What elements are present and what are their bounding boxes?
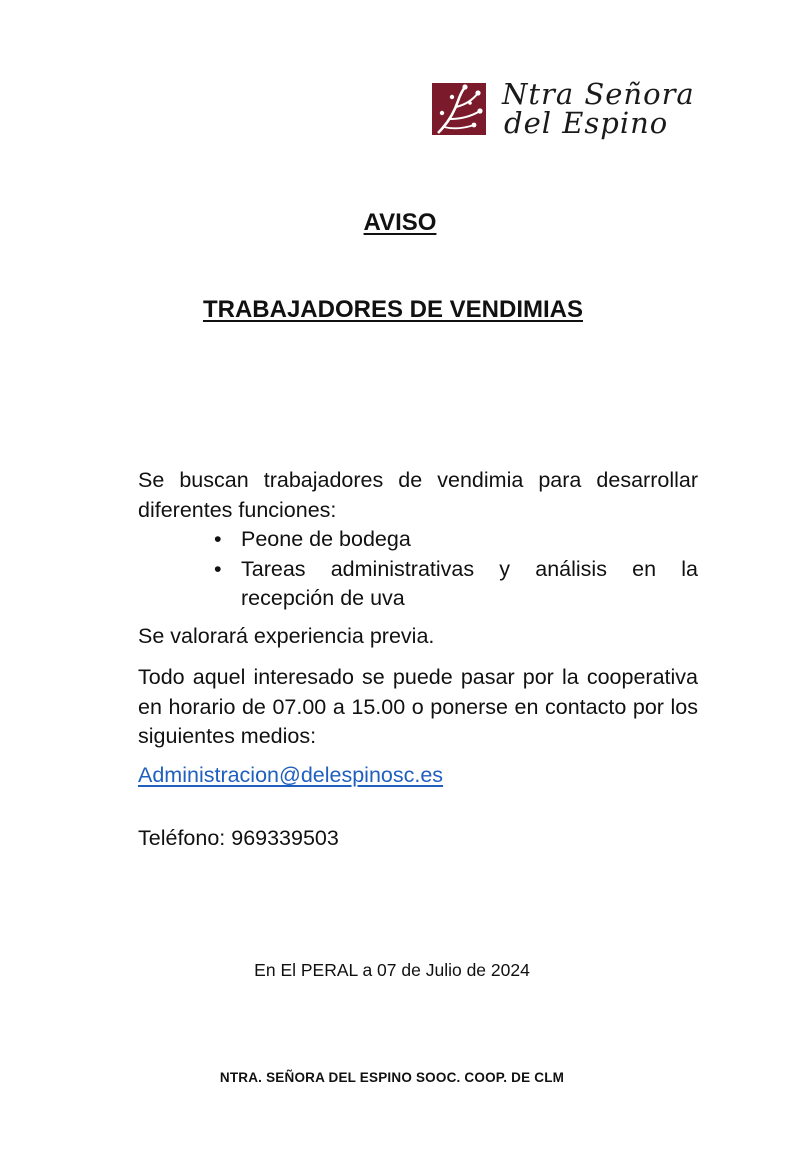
experience-paragraph: Se valorará experiencia previa. (138, 624, 435, 648)
bullet: • (214, 556, 222, 581)
logo-line-1: Ntra Señora (502, 77, 695, 111)
list-item (214, 525, 698, 555)
phone-text: Teléfono: 969339503 (138, 826, 339, 850)
notice-title: AVISO (363, 209, 437, 236)
logo-wordmark (502, 77, 695, 140)
email-link[interactable]: Administracion@delespinosc.es (138, 763, 444, 787)
logo-line-2: del Espino (504, 106, 669, 140)
logo (432, 77, 702, 154)
notice-subtitle: TRABAJADORES DE VENDIMIAS (202, 296, 584, 323)
functions-list (214, 525, 698, 614)
footer-organization: NTRA. SEÑORA DEL ESPINO SOOC. COOP. DE CLM (219, 1070, 565, 1085)
function-label: Peone de bodega (241, 527, 411, 551)
contact-paragraph: Todo aquel interesado se puede pasar por la cooperativa en horario de 07.00 a 15.00 o ponerse en contacto por los siguientes medios: (138, 665, 698, 748)
place-date: En El PERAL a 07 de Julio de 2024 (254, 960, 530, 980)
bullet: • (214, 527, 222, 551)
vine-branch-icon (432, 83, 486, 135)
function-label: Tareas administrativas y análisis en la recepción de uva (241, 556, 698, 610)
intro-paragraph: Se buscan trabajadores de vendimia para desarrollar diferentes funciones: (138, 468, 698, 522)
list-item (214, 555, 698, 614)
